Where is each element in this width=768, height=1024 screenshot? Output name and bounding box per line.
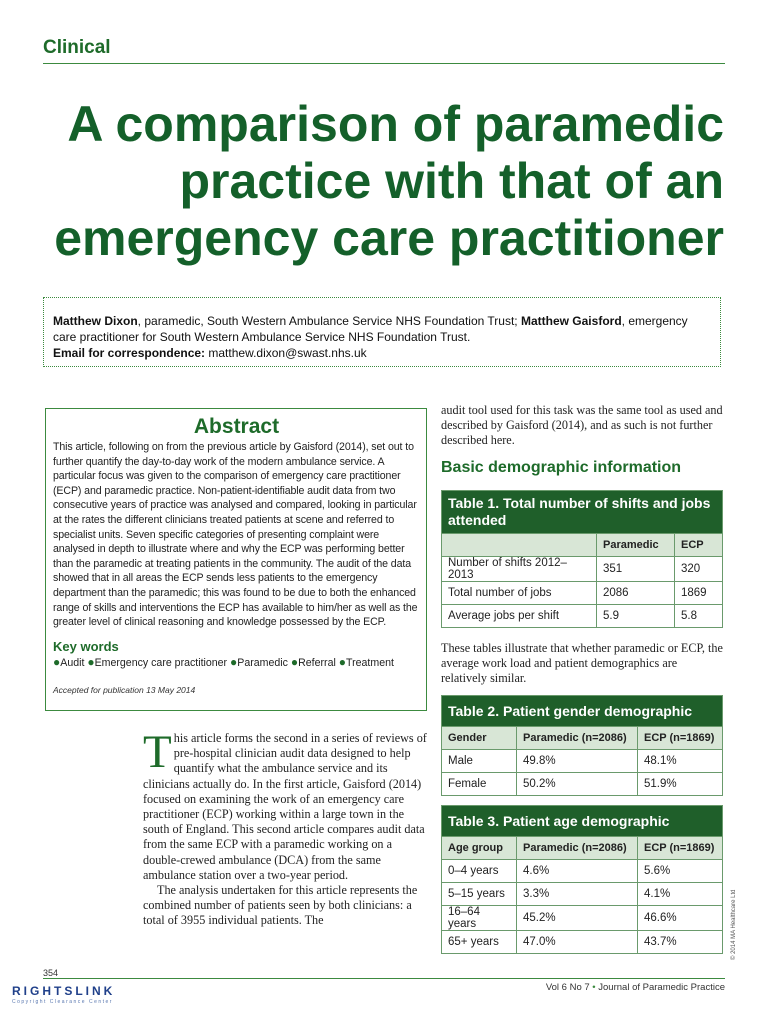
table-header-cell: Paramedic (n=2086) xyxy=(517,727,638,750)
table-header-cell: ECP (n=1869) xyxy=(638,727,723,750)
table-header-cell: Paramedic xyxy=(597,534,675,557)
rightslink-logo[interactable]: RIGHTSLINK xyxy=(12,984,116,998)
table-cell: 47.0% xyxy=(517,931,638,954)
abstract-text: This article, following on from the previous article by Gaisford (2014), set out to further quantify the day-to-day work of the modern ambulance service. A particular focus was given to the comparison of emergency care practitioner (ECP) and paramedic practice. Non-patient-identifiable audit data from two consecutive years of practice was analysed and compared, looking in particular at the rates the different clinicians treated patients at scene and referred to specialist units. Seven specific categories of presenting complaint were analysed in depth to illustrate where and why the ECP was performing better than the paramedic at treating patients in the community. The audit of the data showed that in all areas the ECP sends less patients to the emergency department than the paramedic; this was found to be due to both the enhanced range of skills and interventions the ECP has available to him/her as well as the greater level of clinical reasoning and knowledge possessed by the ECP. xyxy=(53,441,418,629)
bullet-icon: ● xyxy=(290,654,299,669)
table-row xyxy=(442,860,723,883)
table-cell: 43.7% xyxy=(638,931,723,954)
table-header-cell xyxy=(442,534,597,557)
rightslink-logo-subtitle: Copyright Clearance Center xyxy=(12,999,113,1005)
author1-affiliation: , paramedic, South Western Ambulance Service NHS Foundation Trust; xyxy=(137,314,521,328)
author-box xyxy=(43,297,721,367)
table-cell: 16–64 years xyxy=(442,906,517,931)
abstract-heading: Abstract xyxy=(193,415,280,438)
keyword-item: ●Audit xyxy=(53,654,85,669)
abstract-box xyxy=(45,408,427,711)
table-cell: Male xyxy=(442,750,517,773)
bottom-rule xyxy=(43,978,725,979)
keywords-list xyxy=(53,655,420,670)
table-cell: Number of shifts 2012–2013 xyxy=(442,557,597,582)
copyright-notice: © 2014 MA Healthcare Ltd xyxy=(731,889,737,960)
table-header-cell: ECP (n=1869) xyxy=(638,837,723,860)
table-cell: 45.2% xyxy=(517,906,638,931)
drop-cap: T xyxy=(143,726,172,778)
table-1 xyxy=(441,490,723,628)
table-cell: 5.9 xyxy=(597,605,675,628)
table-cell: 65+ years xyxy=(442,931,517,954)
table-cell: 51.9% xyxy=(638,773,723,796)
bullet-icon: ● xyxy=(230,654,238,669)
continued-text: audit tool used for this task was the same tool as used and described by Gaisford (2014), and as such is not further described here. xyxy=(441,403,723,448)
section-heading: Basic demographic information xyxy=(441,459,682,476)
table-2 xyxy=(441,695,723,796)
table-cell: 5.6% xyxy=(638,860,723,883)
table-cell: Average jobs per shift xyxy=(442,605,597,628)
intro-paragraph-1: his article forms the second in a series of reviews of pre-hospital clinician audit data designed to help quantify what the ambulance service and its clinicians actually do. In the first article, Gaisford (2014) focused on examining the work of an emergency care practitioner (ECP) working within a large town in the south of England. This second article compares audit data from the same ECP with a paramedic working on a double-crewed ambulance (DCA) from the same ambulance station over a two-year period. xyxy=(143,731,427,882)
email-label: Email for correspondence: xyxy=(53,346,206,360)
accepted-date: Accepted for publication 13 May 2014 xyxy=(53,684,196,695)
top-rule xyxy=(43,63,725,64)
bullet-icon: ● xyxy=(53,654,61,669)
bullet-icon: • xyxy=(592,982,596,993)
table-cell: 320 xyxy=(675,557,723,582)
table-header-cell: Gender xyxy=(442,727,517,750)
author2-affiliation: , emergency care practitioner for South Western Ambulance Service NHS Foundation Trust. xyxy=(53,314,688,344)
table-row xyxy=(442,582,723,605)
table-cell: 50.2% xyxy=(517,773,638,796)
keyword-item: ●Referral xyxy=(290,654,336,669)
table-row xyxy=(442,773,723,796)
table-cell: 2086 xyxy=(597,582,675,605)
bullet-icon: ● xyxy=(338,654,347,669)
table-header-row xyxy=(442,534,723,557)
journal-volume: Vol 6 No 7 xyxy=(545,982,590,993)
journal-name: Journal of Paramedic Practice xyxy=(598,982,725,993)
article-title: A comparison of paramedic practice with that of an emergency care practitioner xyxy=(54,96,724,266)
table-cell: 49.8% xyxy=(517,750,638,773)
table-cell: 48.1% xyxy=(638,750,723,773)
table-row xyxy=(442,557,723,582)
keyword-item: ●Paramedic xyxy=(230,654,288,669)
table-header-row xyxy=(442,727,723,750)
table-header-cell: Age group xyxy=(442,837,517,860)
table-cell: 46.6% xyxy=(638,906,723,931)
table-cell: 3.3% xyxy=(517,883,638,906)
table-row xyxy=(442,906,723,931)
journal-footer xyxy=(546,982,725,993)
table-cell: 4.1% xyxy=(638,883,723,906)
keyword-item: ●Emergency care practitioner xyxy=(87,654,228,669)
table-header-cell: ECP xyxy=(675,534,723,557)
keyword-item: ●Treatment xyxy=(338,654,394,669)
keywords-heading: Key words xyxy=(53,638,119,654)
table-cell: Total number of jobs xyxy=(442,582,597,605)
table-row xyxy=(442,605,723,628)
table-3-caption: Table 3. Patient age demographic xyxy=(442,806,723,837)
table-row xyxy=(442,883,723,906)
author1-name: Matthew Dixon xyxy=(53,314,138,328)
table-header-cell: Paramedic (n=2086) xyxy=(517,837,638,860)
author2-name: Matthew Gaisford xyxy=(520,314,622,328)
bullet-icon: ● xyxy=(87,654,95,669)
table-1-caption: Table 1. Total number of shifts and jobs attended xyxy=(442,491,723,534)
table-cell: 5–15 years xyxy=(442,883,517,906)
table-cell: 0–4 years xyxy=(442,860,517,883)
page-number: 354 xyxy=(43,968,59,978)
email-address[interactable]: matthew.dixon@swast.nhs.uk xyxy=(205,346,367,360)
table-cell: Female xyxy=(442,773,517,796)
table-header-row xyxy=(442,837,723,860)
table-3 xyxy=(441,805,723,954)
intro-paragraph-2: The analysis undertaken for this article represents the combined number of patients seen by both clinicians: a total of 3955 individual patients. The xyxy=(143,883,418,928)
table-cell: 1869 xyxy=(675,582,723,605)
intro-text xyxy=(143,726,427,929)
table-cell: 351 xyxy=(597,557,675,582)
table-cell: 5.8 xyxy=(675,605,723,628)
section-label: Clinical xyxy=(43,37,111,58)
table-row xyxy=(442,931,723,954)
table-2-caption: Table 2. Patient gender demographic xyxy=(442,696,723,727)
table-cell: 4.6% xyxy=(517,860,638,883)
table-row xyxy=(442,750,723,773)
tables-summary-text: These tables illustrate that whether paramedic or ECP, the average work load and patient demographics are relatively similar. xyxy=(441,641,723,686)
